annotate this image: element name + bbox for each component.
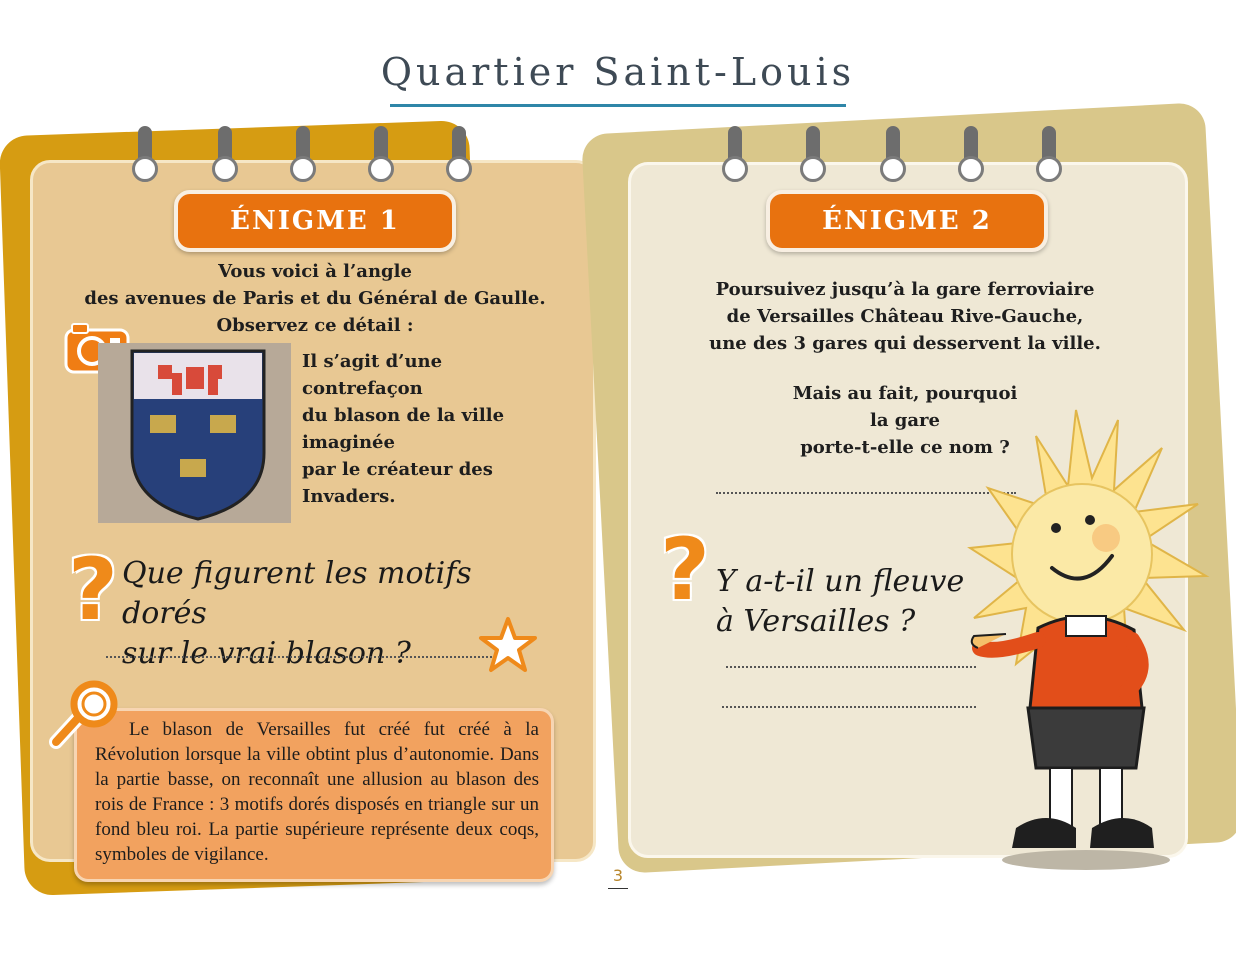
enigme-1-description: Il s’agit d’une contrefaçon du blason de la ville imaginée par le créateur des Invaders. bbox=[302, 351, 505, 507]
spiral-ring bbox=[290, 126, 316, 184]
spiral-ring bbox=[880, 126, 906, 184]
enigme-2-intro: Poursuivez jusqu’à la gare ferroviaire de Versailles Château Rive-Gauche, une des 3 gares qui desservent la ville. bbox=[709, 279, 1101, 354]
answer-line[interactable] bbox=[722, 706, 976, 708]
enigme-1-badge: ÉNIGME 1 bbox=[174, 190, 456, 252]
enigme-1-intro: Vous voici à l’angle des avenues de Paris et du Général de Gaulle. Observez ce détail : bbox=[84, 261, 546, 336]
spiral-ring bbox=[368, 126, 394, 184]
spiral-ring bbox=[212, 126, 238, 184]
info-box bbox=[74, 708, 554, 882]
question-mark-icon: ? bbox=[68, 540, 118, 640]
spiral-ring bbox=[958, 126, 984, 184]
enigme-2-question-1: Mais au fait, pourquoi la gare porte-t-elle ce nom ? bbox=[792, 383, 1018, 458]
enigme-1-question: Que figurent les motifs dorés sur le vrai blason ? bbox=[122, 556, 472, 671]
invader-blason-photo bbox=[98, 343, 291, 523]
star-icon bbox=[478, 616, 538, 674]
page-number: 3 bbox=[612, 866, 624, 885]
page-title: Quartier Saint-Louis bbox=[380, 50, 856, 94]
magnifier-icon bbox=[44, 680, 122, 752]
enigme-2-badge: ÉNIGME 2 bbox=[766, 190, 1048, 252]
enigme-2-question-2: Y a-t-il un fleuve à Versailles ? bbox=[716, 564, 965, 639]
sun-mascot bbox=[966, 408, 1210, 878]
spiral-ring bbox=[800, 126, 826, 184]
page-number-underline bbox=[608, 888, 628, 889]
title-underline bbox=[390, 104, 846, 107]
info-text: Le blason de Versailles fut créé fut créé à la Révolution lorsque la ville obtint plus d’autonomie. Dans la partie basse, on reconnaît une allusion au blason des rois de France : 3 motifs dorés disposés en triangle sur un fond bleu roi. La partie supérieure représente deux coqs, symboles de vigilance. bbox=[95, 719, 539, 865]
answer-line[interactable] bbox=[726, 666, 976, 668]
spiral-ring bbox=[1036, 126, 1062, 184]
spiral-ring bbox=[446, 126, 472, 184]
spiral-ring bbox=[132, 126, 158, 184]
answer-line[interactable] bbox=[106, 656, 492, 658]
spiral-ring bbox=[722, 126, 748, 184]
question-mark-icon: ? bbox=[660, 520, 710, 620]
